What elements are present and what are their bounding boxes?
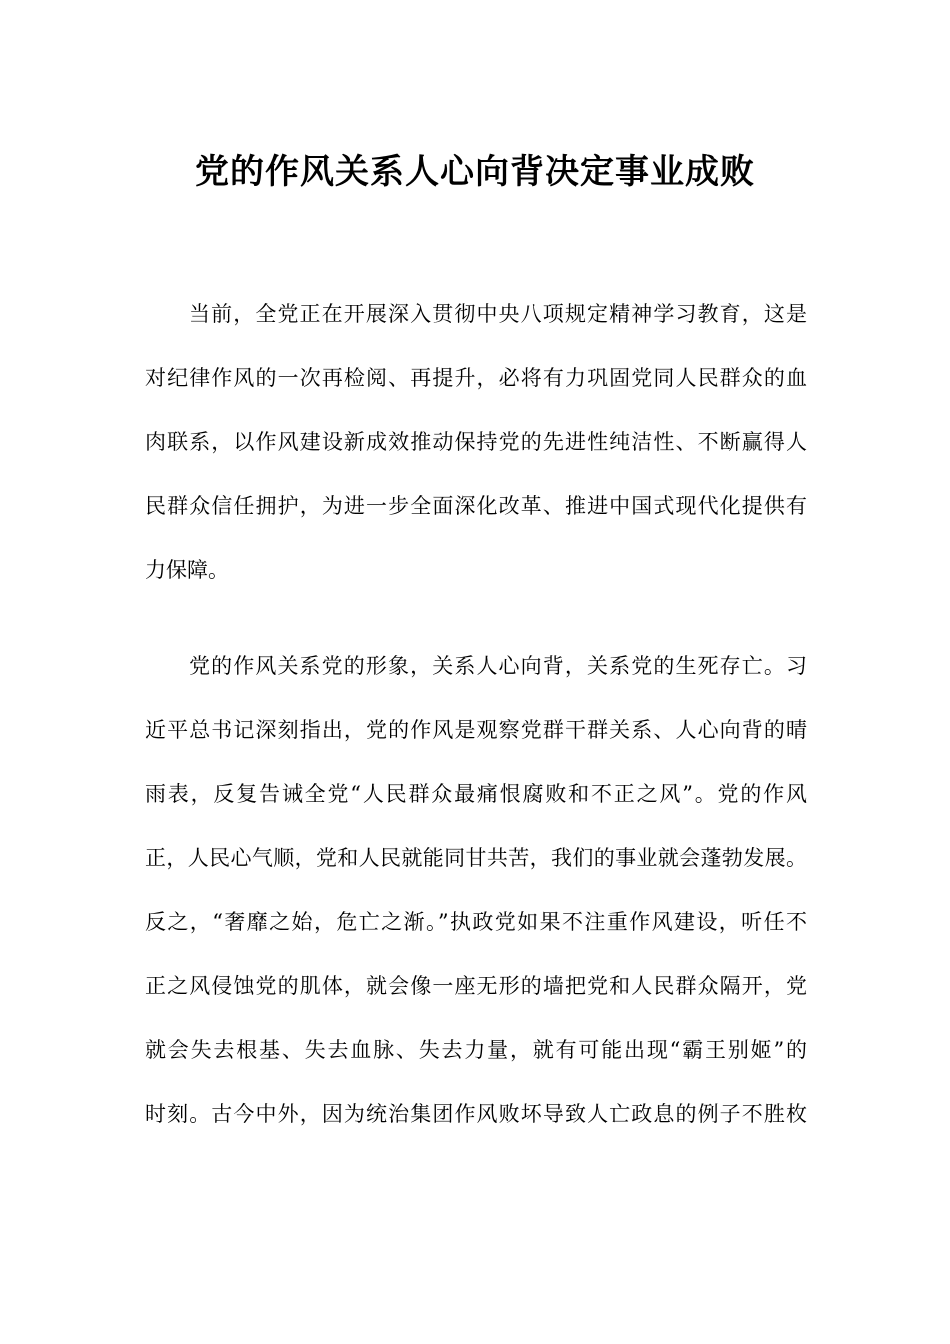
paragraph-line: 正，人民心气顺，党和人民就能同甘共苦，我们的事业就会蓬勃发展。 — [145, 846, 807, 870]
paragraph-2 — [145, 634, 807, 1146]
paragraph-line: 正之风侵蚀党的肌体，就会像一座无形的墙把党和人民群众隔开，党 — [145, 974, 807, 998]
paragraph-line: 反之，“奢靡之始，危亡之渐。”执政党如果不注重作风建设，听任不 — [145, 910, 807, 934]
paragraph-line: 对纪律作风的一次再检阅、再提升，必将有力巩固党同人民群众的血 — [145, 366, 807, 390]
paragraph-line: 肉联系，以作风建设新成效推动保持党的先进性纯洁性、不断赢得人 — [145, 430, 807, 454]
paragraph-line: 力保障。 — [145, 558, 229, 582]
paragraph-line: 时刻。古今中外，因为统治集团作风败坏导致人亡政息的例子不胜枚 — [145, 1102, 807, 1126]
paragraph-line: 党的作风关系党的形象，关系人心向背，关系党的生死存亡。习 — [189, 654, 807, 678]
paragraph-1 — [145, 282, 807, 602]
paragraph-line: 雨表，反复告诫全党“人民群众最痛恨腐败和不正之风”。党的作风 — [145, 782, 807, 806]
paragraph-line: 当前，全党正在开展深入贯彻中央八项规定精神学习教育，这是 — [189, 302, 807, 326]
document-title: 党的作风关系人心向背决定事业成败 — [195, 152, 755, 192]
paragraph-line: 就会失去根基、失去血脉、失去力量，就有可能出现“霸王别姬”的 — [145, 1038, 807, 1062]
paragraph-line: 民群众信任拥护，为进一步全面深化改革、推进中国式现代化提供有 — [145, 494, 807, 518]
paragraph-line: 近平总书记深刻指出，党的作风是观察党群干群关系、人心向背的晴 — [145, 718, 807, 742]
